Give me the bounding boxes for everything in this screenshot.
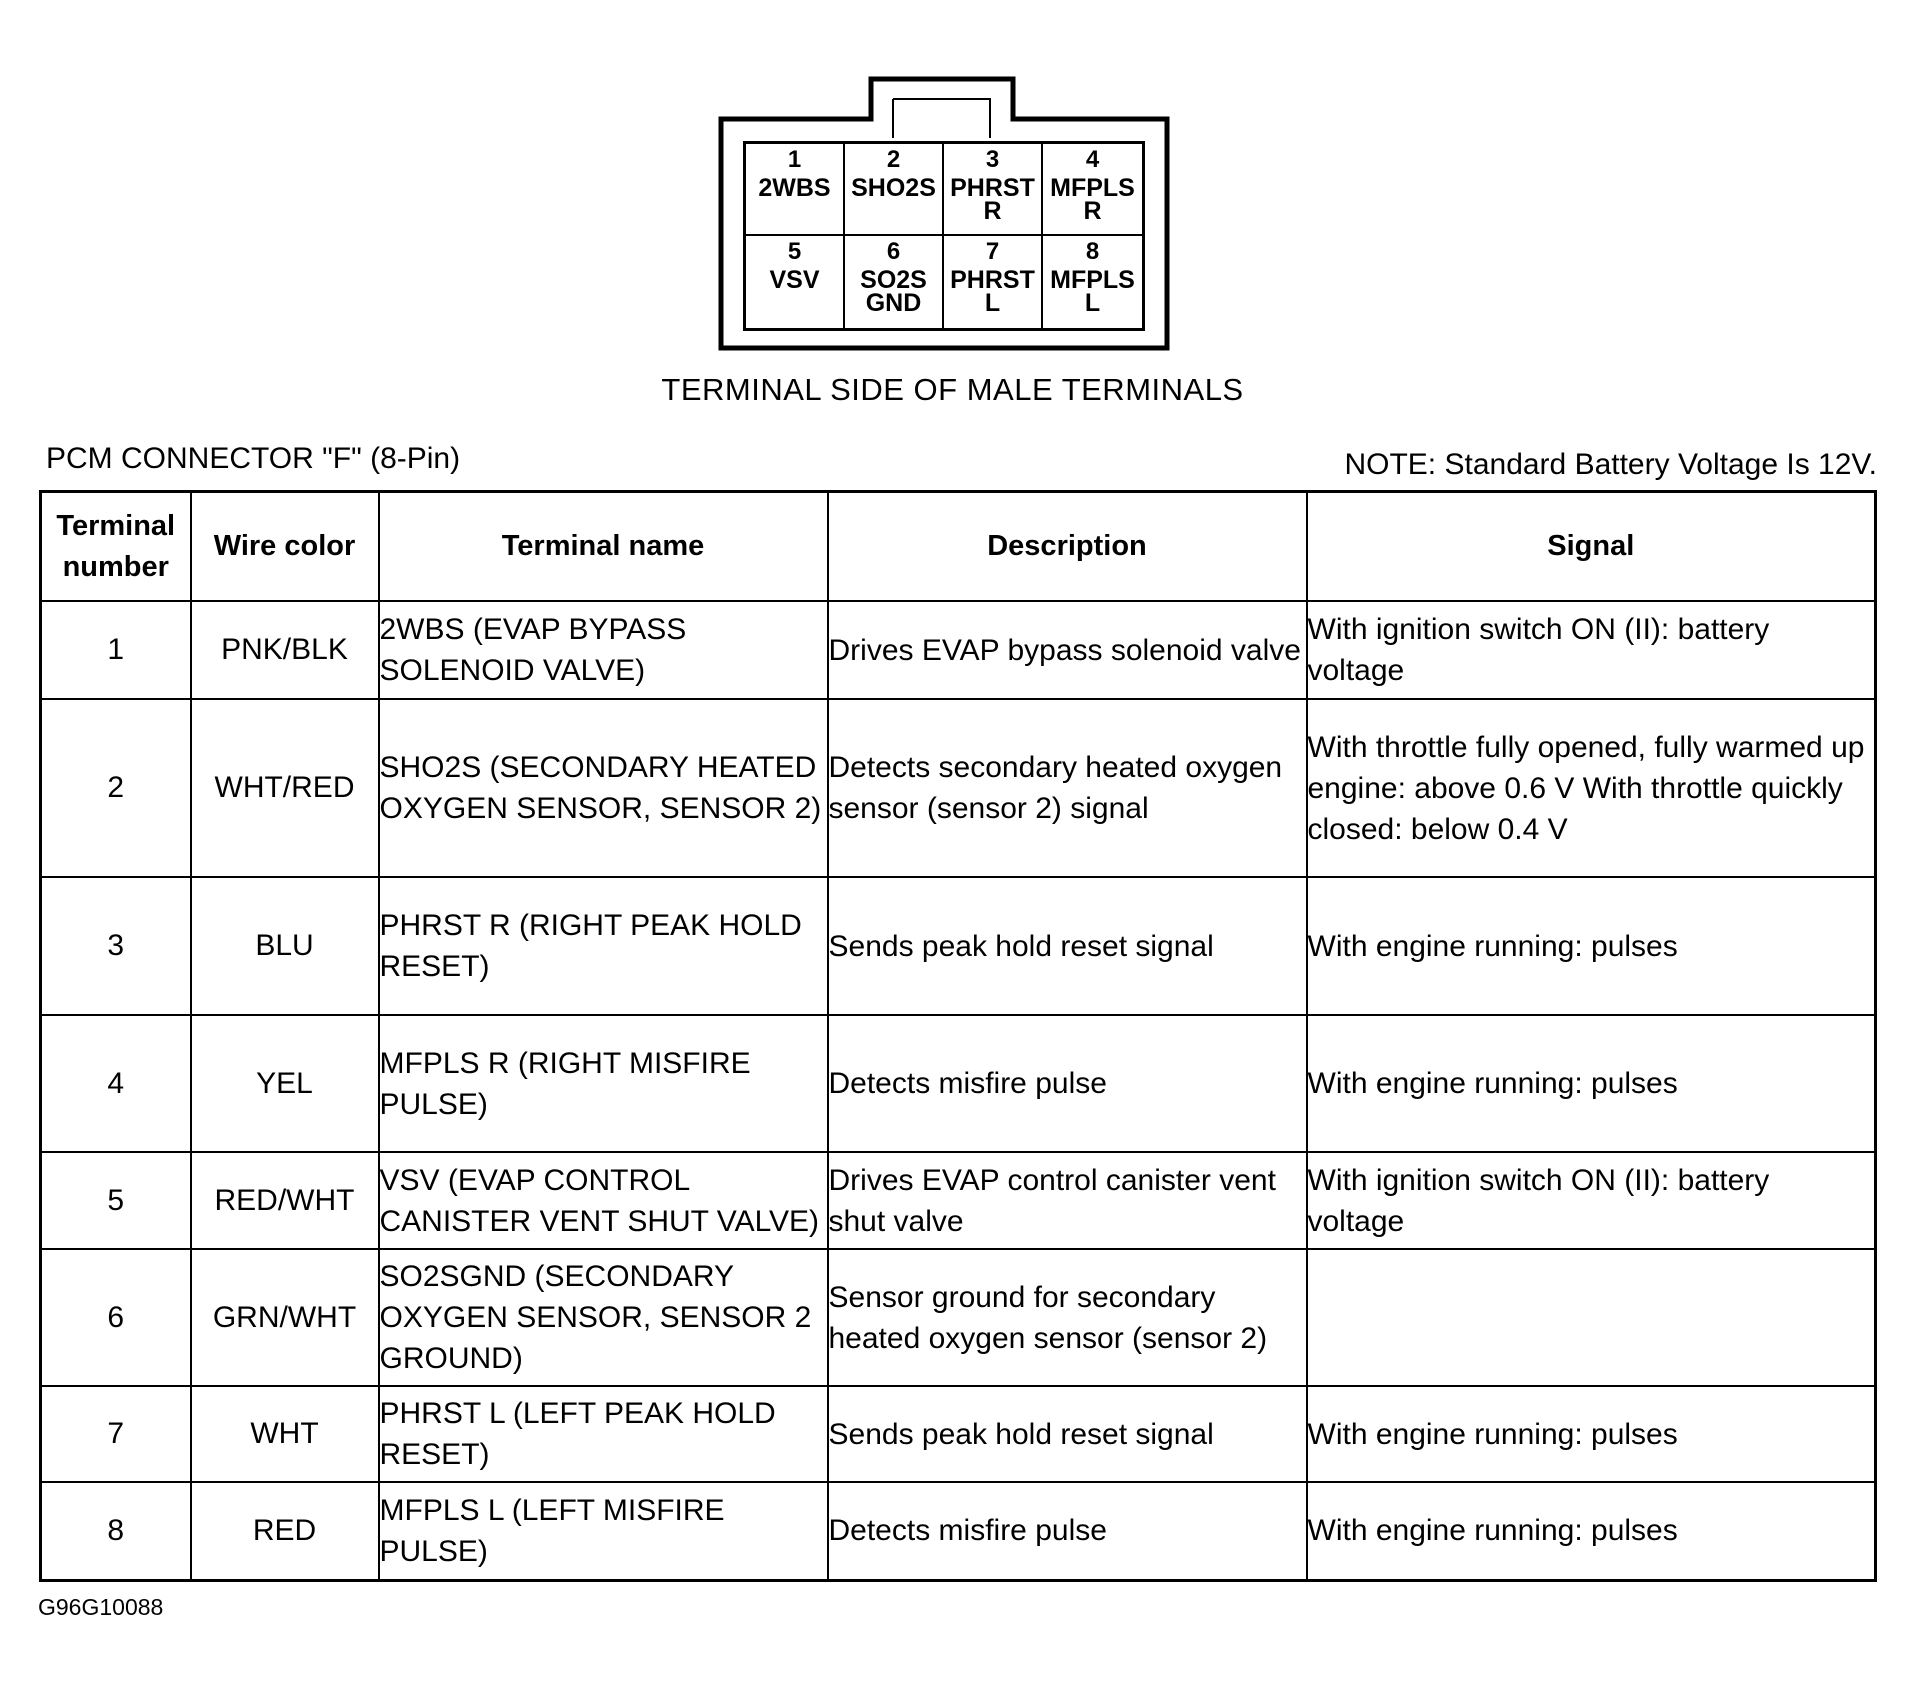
cell-signal — [1307, 1249, 1876, 1386]
cell-terminal-name: MFPLS R (RIGHT MISFIRE PULSE) — [379, 1015, 828, 1152]
cell-signal: With ignition switch ON (II): battery voltage — [1307, 601, 1876, 699]
header-terminal-name: Terminal name — [379, 492, 828, 602]
cell-terminal-name: 2WBS (EVAP BYPASS SOLENOID VALVE) — [379, 601, 828, 699]
cell-description: Sends peak hold reset signal — [828, 1386, 1307, 1482]
cell-signal: With engine running: pulses — [1307, 1015, 1876, 1152]
cell-signal: With engine running: pulses — [1307, 877, 1876, 1015]
cell-wire-color: PNK/BLK — [191, 601, 379, 699]
cell-terminal: 3 — [41, 877, 191, 1015]
cell-terminal-name: PHRST L (LEFT PEAK HOLD RESET) — [379, 1386, 828, 1482]
cell-terminal-name: SHO2S (SECONDARY HEATED OXYGEN SENSOR, SENSOR 2) — [379, 699, 828, 877]
pin-1: 1 2WBS — [746, 144, 845, 236]
header-terminal-number: Terminal number — [41, 492, 191, 602]
cell-terminal-name: VSV (EVAP CONTROL CANISTER VENT SHUT VALVE) — [379, 1152, 828, 1249]
voltage-note: NOTE: Standard Battery Voltage Is 12V. — [1344, 448, 1877, 481]
pin-3: 3 PHRST R — [944, 144, 1043, 236]
table-row — [41, 1386, 1876, 1482]
cell-terminal: 2 — [41, 699, 191, 877]
cell-terminal-name: PHRST R (RIGHT PEAK HOLD RESET) — [379, 877, 828, 1015]
header-wire-color: Wire color — [191, 492, 379, 602]
connector-diagram — [718, 76, 1170, 351]
cell-wire-color: BLU — [191, 877, 379, 1015]
table-header-row — [41, 492, 1876, 602]
header-description: Description — [828, 492, 1307, 602]
cell-terminal-name: SO2SGND (SECONDARY OXYGEN SENSOR, SENSOR 2 GROUND) — [379, 1249, 828, 1386]
pin-grid — [743, 141, 1145, 331]
table-row — [41, 1152, 1876, 1249]
table-row — [41, 1249, 1876, 1386]
cell-wire-color: WHT/RED — [191, 699, 379, 877]
pin-7: 7 PHRST L — [944, 236, 1043, 328]
cell-description: Sends peak hold reset signal — [828, 877, 1307, 1015]
cell-wire-color: RED — [191, 1482, 379, 1580]
cell-signal: With engine running: pulses — [1307, 1386, 1876, 1482]
cell-terminal: 5 — [41, 1152, 191, 1249]
cell-terminal: 1 — [41, 601, 191, 699]
pin-2: 2 SHO2S — [845, 144, 944, 236]
pin-6: 6 SO2S GND — [845, 236, 944, 328]
pin-5: 5 VSV — [746, 236, 845, 328]
cell-description: Drives EVAP control canister vent shut valve — [828, 1152, 1307, 1249]
cell-wire-color: WHT — [191, 1386, 379, 1482]
connector-caption: TERMINAL SIDE OF MALE TERMINALS — [661, 372, 1244, 407]
pinout-table — [39, 490, 1877, 1582]
cell-terminal: 6 — [41, 1249, 191, 1386]
cell-description: Detects misfire pulse — [828, 1482, 1307, 1580]
connector-title: PCM CONNECTOR "F" (8-Pin) — [46, 442, 461, 475]
cell-wire-color: GRN/WHT — [191, 1249, 379, 1386]
table-row — [41, 699, 1876, 877]
figure-id: G96G10088 — [38, 1594, 164, 1620]
cell-terminal: 4 — [41, 1015, 191, 1152]
table-row — [41, 1015, 1876, 1152]
cell-terminal-name: MFPLS L (LEFT MISFIRE PULSE) — [379, 1482, 828, 1580]
table-row — [41, 601, 1876, 699]
cell-terminal: 8 — [41, 1482, 191, 1580]
cell-terminal: 7 — [41, 1386, 191, 1482]
pin-8: 8 MFPLS L — [1050, 238, 1135, 317]
table-row — [41, 877, 1876, 1015]
cell-signal: With throttle fully opened, fully warmed up engine: above 0.6 V With throttle quickly closed: below 0.4 V — [1307, 699, 1876, 877]
header-signal: Signal — [1307, 492, 1876, 602]
cell-wire-color: YEL — [191, 1015, 379, 1152]
cell-signal: With engine running: pulses — [1307, 1482, 1876, 1580]
cell-description: Detects misfire pulse — [828, 1015, 1307, 1152]
cell-description: Drives EVAP bypass solenoid valve — [828, 601, 1307, 699]
pin-4: 4 MFPLS R — [1043, 144, 1142, 236]
cell-description: Sensor ground for secondary heated oxygen sensor (sensor 2) — [828, 1249, 1307, 1386]
cell-wire-color: RED/WHT — [191, 1152, 379, 1249]
table-row — [41, 1482, 1876, 1580]
cell-description: Detects secondary heated oxygen sensor (sensor 2) signal — [828, 699, 1307, 877]
cell-signal: With ignition switch ON (II): battery voltage — [1307, 1152, 1876, 1249]
